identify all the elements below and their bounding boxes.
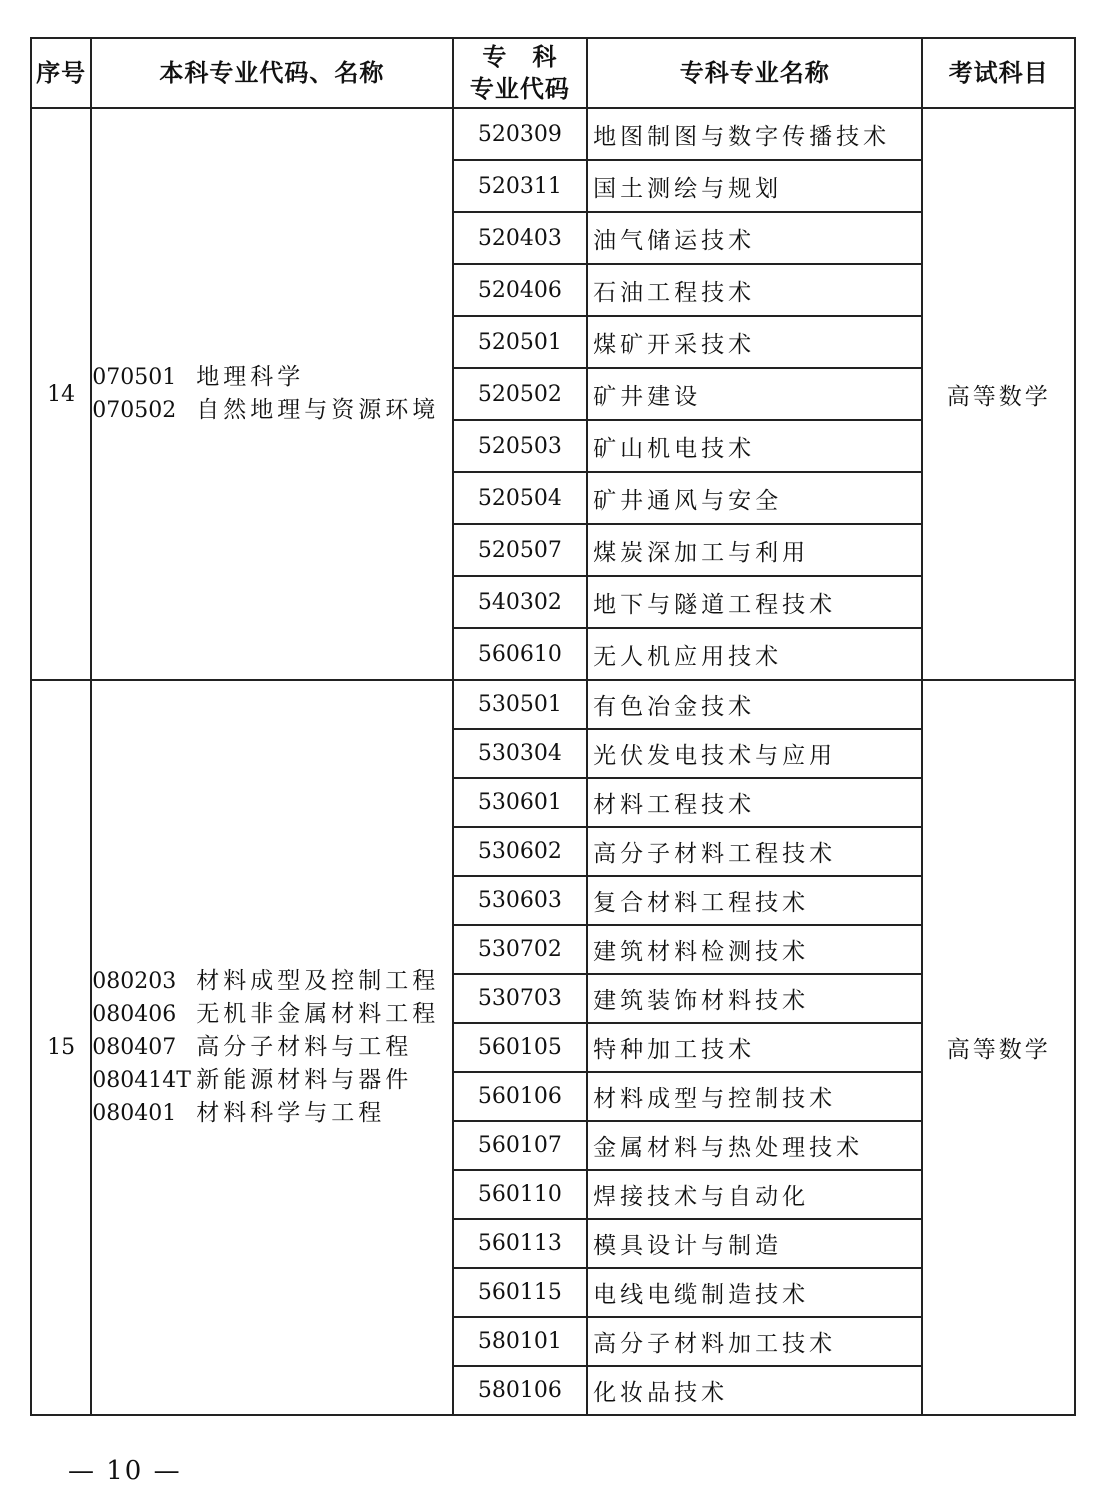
major-name-cell: 材料工程技术 [587, 778, 922, 827]
major-name-cell: 焊接技术与自动化 [587, 1170, 922, 1219]
major-code-cell: 530602 [453, 827, 588, 876]
header-bachelor: 本科专业代码、名称 [91, 38, 452, 108]
major-name-cell: 建筑材料检测技术 [587, 925, 922, 974]
major-name-cell: 地图制图与数字传播技术 [587, 108, 922, 160]
bachelor-major-name: 高分子材料与工程 [196, 1034, 413, 1060]
major-name-cell: 油气储运技术 [587, 212, 922, 264]
major-name-cell: 高分子材料加工技术 [587, 1317, 922, 1366]
major-mapping-table [30, 37, 1076, 1416]
major-code-cell: 520309 [453, 108, 588, 160]
bachelor-major-code: 070502 [92, 398, 177, 423]
major-code-cell: 520504 [453, 472, 588, 524]
header-seq: 序号 [31, 38, 91, 108]
header-code-line2: 专业代码 [469, 75, 570, 103]
table-header-row [31, 38, 1075, 108]
major-name-cell: 矿井建设 [587, 368, 922, 420]
bachelor-major-name: 材料科学与工程 [196, 1100, 386, 1126]
bachelor-major [92, 1064, 451, 1097]
major-name-cell: 有色冶金技术 [587, 680, 922, 729]
major-code-cell: 520311 [453, 160, 588, 212]
seq-cell: 15 [31, 680, 91, 1415]
major-code-cell: 530601 [453, 778, 588, 827]
major-code-cell: 580106 [453, 1366, 588, 1415]
exam-subject-cell: 高等数学 [922, 680, 1075, 1415]
major-name-cell: 地下与隧道工程技术 [587, 576, 922, 628]
major-code-cell: 530603 [453, 876, 588, 925]
major-code-cell: 560113 [453, 1219, 588, 1268]
bachelor-major [92, 361, 451, 394]
bachelor-major-code: 080203 [92, 969, 177, 994]
major-code-cell: 530501 [453, 680, 588, 729]
bachelor-major-name: 新能源材料与器件 [196, 1067, 413, 1093]
table-row [31, 108, 1075, 160]
header-name: 专科专业名称 [587, 38, 922, 108]
bachelor-major [92, 965, 451, 998]
major-code-cell: 520502 [453, 368, 588, 420]
bachelor-major [92, 1097, 451, 1130]
major-code-cell: 530702 [453, 925, 588, 974]
major-name-cell: 高分子材料工程技术 [587, 827, 922, 876]
major-code-cell: 560105 [453, 1023, 588, 1072]
bachelor-major-code: 080407 [92, 1035, 177, 1060]
major-code-cell: 520503 [453, 420, 588, 472]
major-name-cell: 材料成型与控制技术 [587, 1072, 922, 1121]
bachelor-majors-cell [91, 108, 452, 680]
bachelor-major-code: 080401 [92, 1101, 177, 1126]
bachelor-major-name: 材料成型及控制工程 [196, 968, 440, 994]
major-code-cell: 560107 [453, 1121, 588, 1170]
major-name-cell: 矿井通风与安全 [587, 472, 922, 524]
major-name-cell: 石油工程技术 [587, 264, 922, 316]
table-row [31, 680, 1075, 729]
major-name-cell: 模具设计与制造 [587, 1219, 922, 1268]
bachelor-major [92, 1031, 451, 1064]
major-code-cell: 520406 [453, 264, 588, 316]
bachelor-majors-cell [91, 680, 452, 1415]
major-name-cell: 无人机应用技术 [587, 628, 922, 680]
bachelor-major-name: 无机非金属材料工程 [196, 1001, 440, 1027]
major-code-cell: 580101 [453, 1317, 588, 1366]
major-code-cell: 520403 [453, 212, 588, 264]
major-name-cell: 特种加工技术 [587, 1023, 922, 1072]
bachelor-major-code: 070501 [92, 365, 177, 390]
major-code-cell: 520507 [453, 524, 588, 576]
seq-cell: 14 [31, 108, 91, 680]
table-body [31, 108, 1075, 1415]
bachelor-major-name: 自然地理与资源环境 [196, 397, 440, 423]
major-name-cell: 国土测绘与规划 [587, 160, 922, 212]
bachelor-major [92, 998, 451, 1031]
bachelor-major-code: 080406 [92, 1002, 177, 1027]
major-code-cell: 540302 [453, 576, 588, 628]
major-code-cell: 530703 [453, 974, 588, 1023]
major-name-cell: 电线电缆制造技术 [587, 1268, 922, 1317]
bachelor-major-code: 080414T [92, 1068, 191, 1093]
bachelor-major-name: 地理科学 [196, 364, 305, 390]
bachelor-major [92, 394, 451, 427]
major-name-cell: 矿山机电技术 [587, 420, 922, 472]
page-number: — 10 — [68, 1456, 182, 1486]
header-exam: 考试科目 [922, 38, 1075, 108]
major-name-cell: 金属材料与热处理技术 [587, 1121, 922, 1170]
major-code-cell: 520501 [453, 316, 588, 368]
major-name-cell: 光伏发电技术与应用 [587, 729, 922, 778]
major-code-cell: 560610 [453, 628, 588, 680]
major-name-cell: 化妆品技术 [587, 1366, 922, 1415]
major-name-cell: 复合材料工程技术 [587, 876, 922, 925]
exam-subject-cell: 高等数学 [922, 108, 1075, 680]
major-name-cell: 煤炭深加工与利用 [587, 524, 922, 576]
major-code-cell: 560106 [453, 1072, 588, 1121]
major-code-cell: 560115 [453, 1268, 588, 1317]
header-code [453, 38, 588, 108]
major-name-cell: 煤矿开采技术 [587, 316, 922, 368]
major-code-cell: 530304 [453, 729, 588, 778]
header-code-line1: 专 科 [482, 43, 558, 71]
major-code-cell: 560110 [453, 1170, 588, 1219]
major-name-cell: 建筑装饰材料技术 [587, 974, 922, 1023]
